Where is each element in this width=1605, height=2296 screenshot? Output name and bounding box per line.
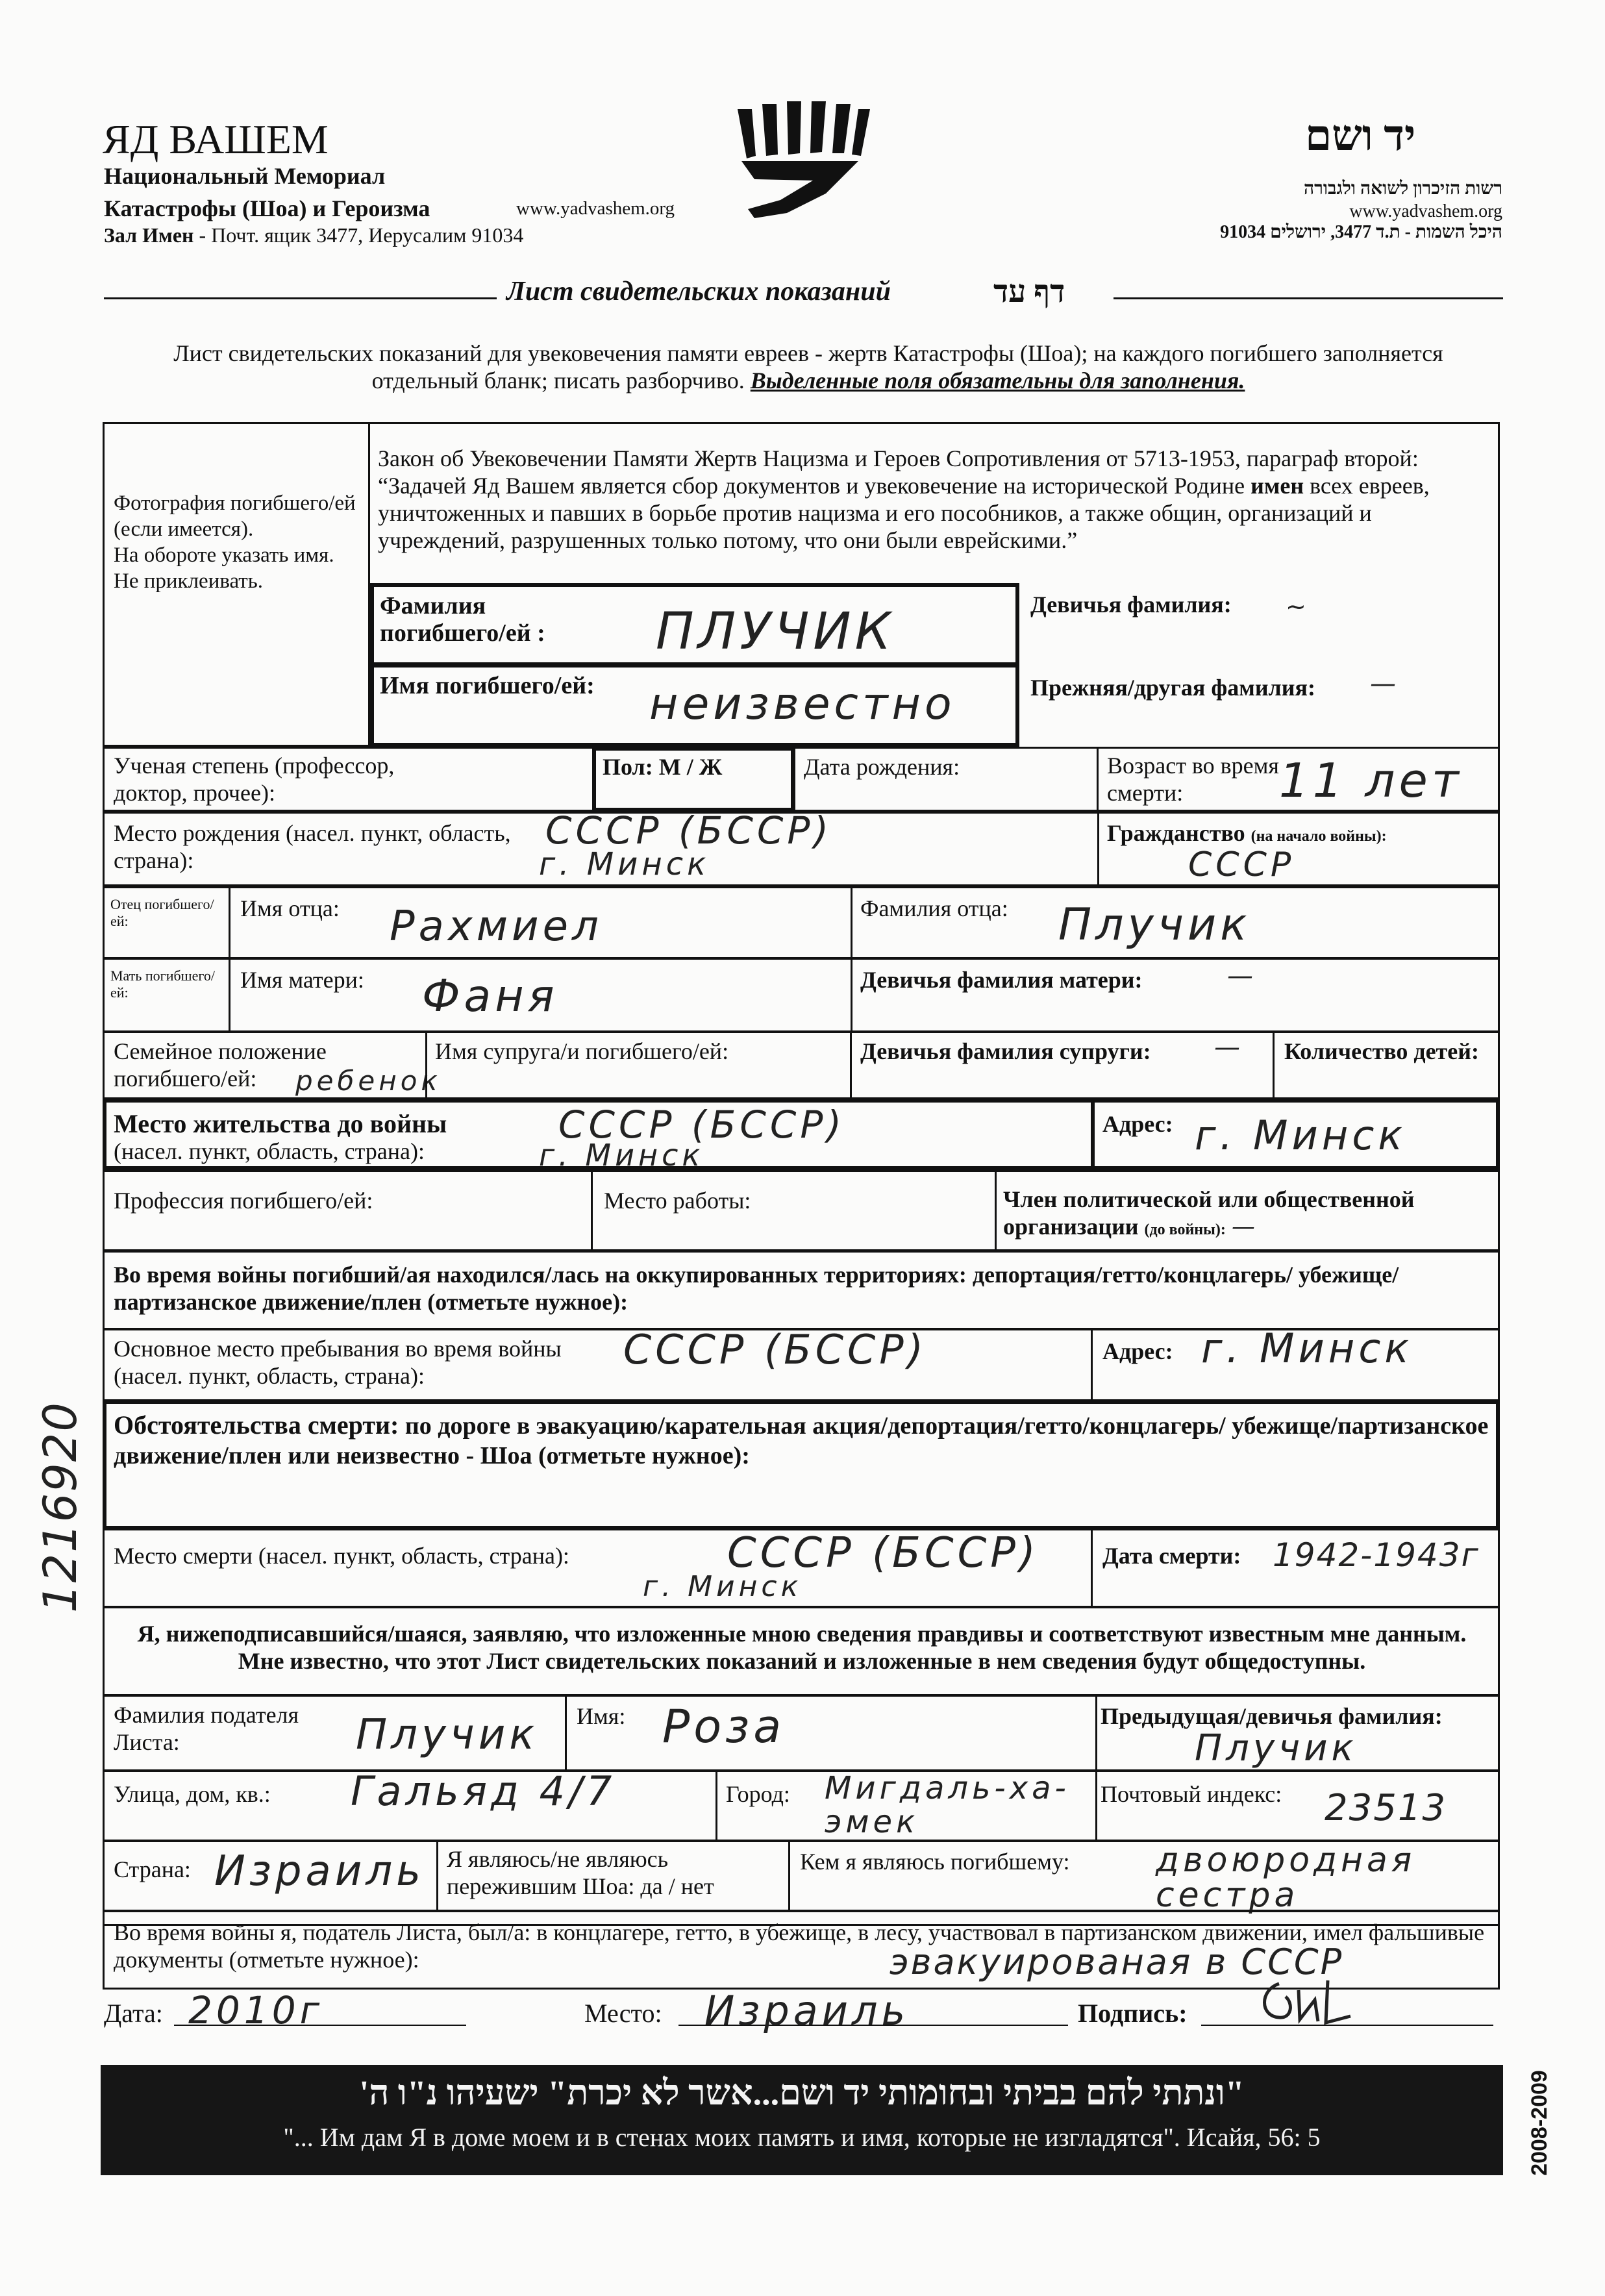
maiden-label: Девичья фамилия:: [1030, 592, 1232, 618]
wartime-place-label: Основное место пребывания во время войны (насел. пункт, область, страна):: [114, 1336, 562, 1389]
photo-text2: На обороте указать имя.: [114, 543, 334, 567]
submitter-surname-value[interactable]: Плучик: [356, 1711, 538, 1759]
death-circ-options: по дороге в эвакуацию/карательная акция/депортация/гетто/концлагерь/ убежище/партизанское движение/плен или неизвестно - Шоа (отметьте нужное):: [114, 1412, 1489, 1469]
header-ru-title: ЯД ВАШЕМ: [103, 116, 329, 162]
citizenship-label-main: Гражданство: [1107, 820, 1245, 846]
photo-text: [114, 490, 360, 594]
member-label: [1003, 1186, 1497, 1241]
sheet-title: Лист свидетельских показаний: [506, 277, 891, 306]
firstname-label: Имя погибшего/ей:: [380, 672, 595, 699]
header-ru-line3-bold: Зал Имен: [104, 223, 194, 247]
residence-value1[interactable]: СССР (БССР): [558, 1103, 845, 1147]
age-value[interactable]: 11 лет: [1279, 753, 1463, 808]
signature-label: Подпись:: [1078, 1999, 1188, 2028]
date-value[interactable]: 2010г: [188, 1988, 324, 2032]
profession-label: Профессия погибшего/ей:: [114, 1188, 373, 1214]
residence-value2[interactable]: г. Минск: [539, 1138, 704, 1173]
firstname-value[interactable]: неизвестно: [649, 679, 956, 730]
mother-maiden-label: Девичья фамилия матери:: [860, 967, 1143, 993]
workplace-label: Место работы:: [604, 1188, 751, 1214]
zip-label: Почтовый индекс:: [1101, 1781, 1282, 1807]
residence-sub: (насел. пункт, область, страна):: [114, 1138, 425, 1164]
birthplace-value1[interactable]: СССР (БССР): [545, 808, 832, 853]
father-surname-value[interactable]: Плучик: [1058, 899, 1251, 951]
submitter-prev-value[interactable]: Плучик: [1195, 1727, 1358, 1769]
marital-label: Семейное положение погибшего/ей:: [114, 1038, 327, 1092]
submitter-name-box: [565, 1695, 1097, 1771]
birthplace-label: Место рождения (насел. пункт, область, страна):: [114, 820, 511, 873]
residence-label: Место жительства до войны: [114, 1109, 447, 1138]
marital-value[interactable]: ребенок: [295, 1065, 442, 1097]
header-he-title: יד ושם: [1305, 112, 1416, 160]
date-label: Дата:: [104, 1999, 163, 2028]
relation-value[interactable]: двоюродная сестра: [1156, 1841, 1416, 1915]
place-label: Место:: [584, 1999, 662, 2028]
street-value[interactable]: Гальяд 4/7: [351, 1767, 616, 1815]
submitter-name-value[interactable]: Роза: [662, 1700, 786, 1753]
law-text-bold: имен: [1250, 473, 1304, 499]
member-label-main: Член политической или общественной организации: [1003, 1186, 1415, 1240]
place-value[interactable]: Израиль: [704, 1987, 910, 2034]
mother-maiden-value[interactable]: —: [1227, 961, 1257, 991]
footer-he-quote: "ונתתי להם בביתי ובחומותי יד ושם...אשר לא יכרת" ישעיהו נ"ו ה': [359, 2073, 1245, 2112]
wartime-place-value[interactable]: СССР (БССР): [623, 1326, 927, 1373]
address-label: Адрес:: [1102, 1111, 1173, 1137]
spouse-label: Имя супруга/и погибшего/ей:: [435, 1038, 729, 1064]
city-label: Город:: [726, 1781, 790, 1807]
prev-surname-value[interactable]: —: [1370, 669, 1400, 699]
father-small-label: Отец погибшего/ ей:: [110, 896, 214, 929]
member-value[interactable]: —: [1231, 1214, 1259, 1240]
country-label: Страна:: [114, 1856, 191, 1882]
spouse-maiden-value[interactable]: —: [1214, 1032, 1244, 1062]
yad-vashem-logo: [728, 96, 871, 226]
surname-value[interactable]: ПЛУЧИК: [656, 603, 895, 661]
header-ru-line1: Национальный Мемориал: [104, 163, 386, 189]
submitter-wartime-label: Во время войны я, податель Листа, был/а: в концлагере, гетто, в убежище, в лесу, участвовал в партизанском движении, имел фальшивые документы (отметьте нужное):: [114, 1919, 1485, 1973]
birthplace-value2[interactable]: г. Минск: [539, 846, 710, 882]
margin-number: 1216920: [33, 1401, 87, 1613]
death-place-value2[interactable]: г. Минск: [643, 1570, 802, 1603]
title-rule-right: [1114, 297, 1503, 299]
photo-text1: Фотография погибшего/ей (если имеется).: [114, 492, 356, 541]
law-text: [378, 445, 1488, 554]
birthdate-label: Дата рождения:: [804, 754, 960, 780]
zip-value[interactable]: 23513: [1325, 1787, 1447, 1829]
degree-label: Ученая степень (профессор, доктор, прочее):: [114, 753, 395, 806]
citizenship-value[interactable]: СССР: [1188, 845, 1295, 884]
side-year: 2008-2009: [1526, 2070, 1552, 2176]
intro-text: [162, 340, 1454, 394]
header-he-line1: רשות הזיכרון לשואה ולגבורה: [1303, 179, 1502, 199]
sex-label: Пол: М / Ж: [603, 754, 723, 780]
intro-plain: Лист свидетельских показаний для увековечения памяти евреев - жертв Катастрофы (Шоа); на каждого погибшего заполняется отдельный бланк; писать разборчиво.: [173, 340, 1443, 393]
footer-ru-quote: "... Им дам Я в доме моем и в стенах моих память и имя, которые не изгладятся". Исайя, 56: 5: [283, 2123, 1321, 2152]
wartime-address-label: Адрес:: [1102, 1338, 1173, 1364]
submitter-surname-label: Фамилия подателя Листа:: [114, 1702, 299, 1755]
title-rule-left: [104, 297, 497, 299]
header-ru-line3: [104, 223, 523, 247]
declaration-text: Я, нижеподписавшийся/шаяся, заявляю, что изложенные мною сведения правдивы и соответствуют известным мне данным. Мне известно, что этот Лист свидетельских показаний и изложенные в нем сведения будут общедоступны.: [137, 1621, 1467, 1674]
photo-text3: Не приклеивать.: [114, 569, 264, 593]
father-name-label: Имя отца:: [240, 895, 340, 921]
father-name-value[interactable]: Рахмиел: [390, 903, 603, 951]
death-date-value[interactable]: 1942-1943г: [1273, 1536, 1480, 1574]
law-text-2: всех евреев, уничтоженных и павших в борьбе против нацизма и его пособников, а также общин, организаций и учреждений, разрушенных только потому, что они были еврейскими.”: [378, 473, 1430, 553]
mother-small-label: Мать погибшего/ ей:: [110, 967, 215, 1001]
address-value[interactable]: г. Минск: [1195, 1112, 1406, 1159]
death-date-label: Дата смерти:: [1102, 1543, 1241, 1569]
citizenship-label-small: (на начало войны):: [1250, 828, 1387, 845]
mother-name-value[interactable]: Фаня: [422, 971, 558, 1022]
country-value[interactable]: Израиль: [214, 1847, 425, 1895]
citizenship-label: [1107, 819, 1387, 847]
death-place-value1[interactable]: СССР (БССР): [727, 1529, 1039, 1577]
death-circ-text: [114, 1410, 1490, 1471]
signature-mark[interactable]: [1253, 1971, 1370, 2029]
prev-surname-label: Прежняя/другая фамилия:: [1030, 675, 1315, 701]
street-label: Улица, дом, кв.:: [114, 1781, 271, 1807]
children-label: Количество детей:: [1284, 1038, 1479, 1064]
relation-label: Кем я являюсь погибшему:: [800, 1849, 1070, 1875]
sheet-title-he: דף עד: [993, 275, 1065, 309]
law-text-1: Закон об Увековечении Памяти Жертв Нацизма и Героев Сопротивления от 5713-1953, параграф второй: “Задачей Яд Вашем является сбор документов и увековечение на исторической Родине: [378, 445, 1419, 499]
survivor-label: Я являюсь/не являюсь пережившим Шоа: да / нет: [447, 1846, 714, 1899]
age-label: Возраст во время смерти:: [1107, 753, 1279, 806]
submitter-name-label: Имя:: [577, 1703, 626, 1729]
wartime-label: Во время войны погибший/ая находился/лась на оккупированных территориях: депортация/гетто/концлагерь/ убежище/партизанское движение/плен (отметьте нужное):: [114, 1262, 1399, 1315]
death-circ-label: Обстоятельства смерти:: [114, 1410, 399, 1440]
header-ru-web: www.yadvashem.org: [516, 198, 675, 219]
header-he-web: www.yadvashem.org: [1349, 201, 1502, 221]
spouse-maiden-label: Девичья фамилия супруги:: [860, 1038, 1151, 1064]
mother-name-label: Имя матери:: [240, 967, 364, 993]
header-he-line3: היכל השמות - ת.ד 3477, ירושלים 91034: [1220, 222, 1502, 242]
intro-bold: Выделенные поля обязательны для заполнения.: [750, 368, 1245, 393]
header-ru-line3-rest: - Почт. ящик 3477, Иерусалим 91034: [193, 223, 524, 247]
death-place-label: Место смерти (насел. пункт, область, страна):: [114, 1543, 569, 1569]
surname-label: Фамилия погибшего/ей :: [380, 592, 545, 647]
header-ru-line2: Катастрофы (Шоа) и Героизма: [104, 195, 430, 221]
wartime-address-value[interactable]: г. Минск: [1201, 1325, 1413, 1372]
father-surname-label: Фамилия отца:: [860, 895, 1008, 921]
city-value[interactable]: Мигдаль-ха-эмек: [825, 1770, 1070, 1840]
maiden-value[interactable]: ~: [1286, 592, 1310, 621]
member-label-small: (до войны):: [1144, 1221, 1226, 1238]
submitter-prev-label: Предыдущая/девичья фамилия:: [1101, 1703, 1443, 1729]
submitter-wartime-value[interactable]: эвакуированая в СССР: [890, 1941, 1344, 1982]
